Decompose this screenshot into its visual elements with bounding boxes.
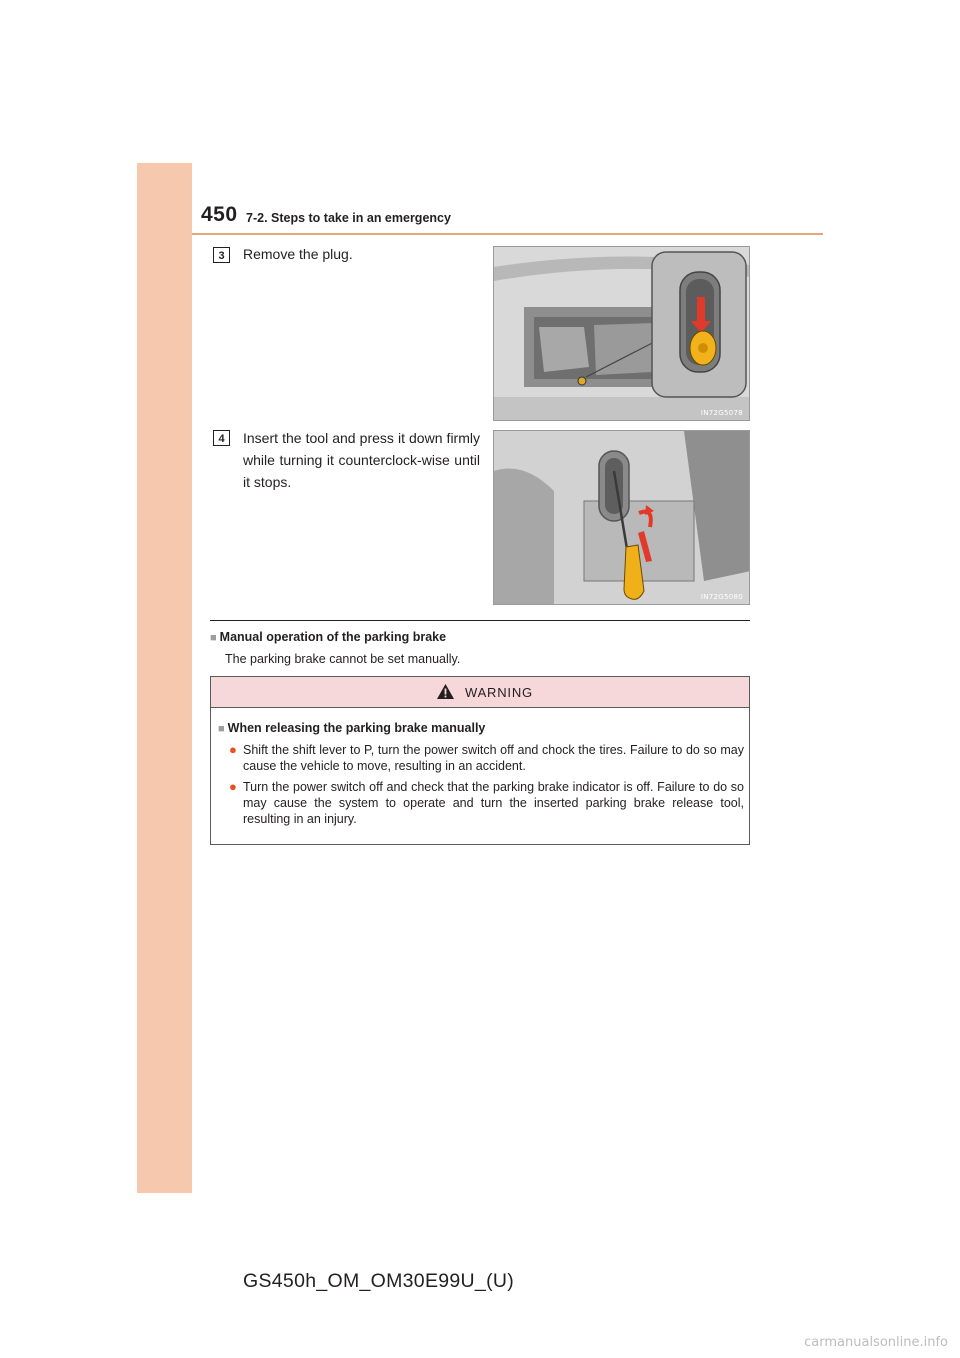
warning-bullet-text: Turn the power switch off and check that the parking brake indicator is off. Failure to do so may cause the system to operate and turn the inserted parking brake release tool, resulting in an injury. (243, 780, 744, 826)
square-bullet-icon: ■ (210, 632, 217, 644)
warning-subheading-text: When releasing the parking brake manually (227, 721, 486, 735)
section-divider (210, 620, 750, 621)
note-body: The parking brake cannot be set manually. (225, 652, 461, 666)
watermark: carmanualsonline.info (804, 1335, 948, 1350)
warning-triangle-icon (437, 684, 454, 699)
footer-document-code: GS450h_OM_OM30E99U_(U) (243, 1270, 515, 1292)
note-heading (210, 630, 446, 644)
figure-code: IN72G5080 (700, 593, 743, 601)
square-bullet-icon: ■ (218, 723, 225, 735)
figure-code: IN72G5078 (700, 409, 743, 417)
tool-illustration (494, 431, 750, 605)
step-badge-4: 4 (213, 430, 230, 446)
warning-bullet (229, 779, 744, 827)
figure-remove-plug (493, 246, 750, 421)
section-title: 7-2. Steps to take in an emergency (246, 211, 451, 225)
round-bullet-icon: ● (229, 779, 237, 794)
warning-box (210, 676, 750, 845)
warning-bullet-text: Shift the shift lever to P, turn the power switch off and chock the tires. Failure to do so may cause the vehicle to move, resulting in an accident. (243, 743, 744, 773)
chapter-sidebar-tab (137, 163, 192, 1193)
step-4-text: Insert the tool and press it down firmly while turning it counterclock-wise until it stops. (243, 430, 480, 490)
note-heading-text: Manual operation of the parking brake (219, 630, 447, 644)
header-rule (192, 233, 823, 235)
figure-insert-tool (493, 430, 750, 605)
warning-header (211, 677, 749, 708)
round-bullet-icon: ● (229, 742, 237, 757)
step-badge-3: 3 (213, 247, 230, 263)
warning-title: WARNING (465, 685, 533, 700)
page-number: 450 (201, 203, 238, 226)
trunk-illustration (494, 247, 750, 421)
warning-bullet (229, 742, 744, 774)
step-3-text: Remove the plug. (243, 246, 353, 262)
warning-subheading (218, 721, 485, 735)
